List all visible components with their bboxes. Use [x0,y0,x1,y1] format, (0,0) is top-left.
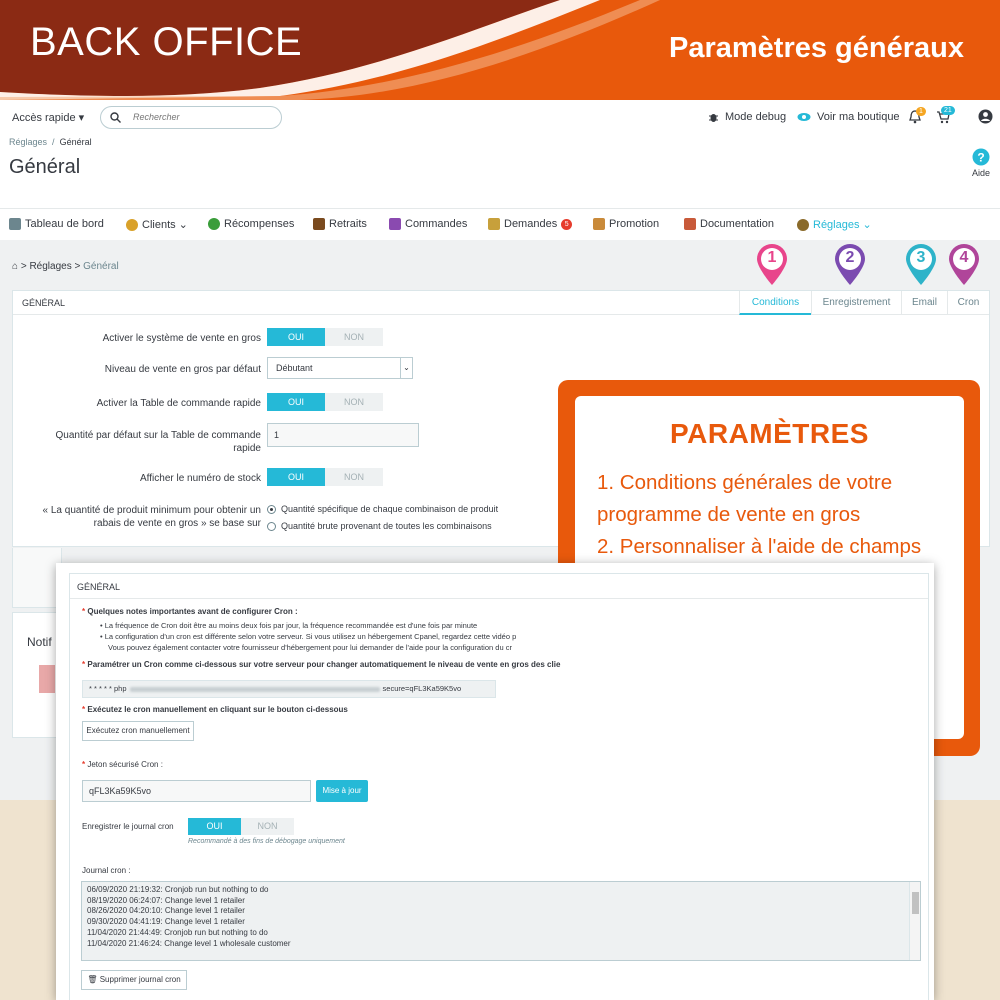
default-qty-label [13,429,261,455]
notes-title-text: Quelques notes importantes avant de configurer Cron : [87,607,298,616]
page-header [0,134,1000,208]
home-icon[interactable]: ⌂ [12,261,19,272]
clients-icon [126,219,138,231]
marker-number: 2 [845,249,855,266]
menu-item-rewards[interactable] [208,218,294,230]
stock-toggle[interactable] [267,468,383,486]
menu-label: Récompenses [224,218,295,230]
cron-note-bullet: • La configuration d'un cron est différente selon votre serveur. Si vous utilisez un hébergement Cpanel, regardez cette vidéo p [100,632,517,641]
marker-number: 1 [767,249,777,266]
menu-label: Documentation [700,218,774,230]
level-select-value: Débutant [276,363,313,373]
bullet-text: La configuration d'un cron est différente selon votre serveur. Si vous utilisez un hébergement Cpanel, regardez cette vidéo p [104,632,517,641]
documentation-icon [684,218,696,230]
delete-log-label: Supprimer journal cron [99,975,181,984]
radio-label: Quantité spécifique de chaque combinaison de produit [281,504,499,514]
min-qty-label-line1: « La quantité de produit minimum pour obtenir un [42,505,261,516]
level-select[interactable] [267,357,413,379]
top-bar [0,100,1000,134]
breadcrumb-parent[interactable]: Réglages [9,137,48,147]
scrollbar-thumb[interactable] [912,892,919,914]
cart-icon [389,218,401,230]
marker-number: 4 [959,249,969,266]
tab-registration[interactable]: Enregistrement [811,291,901,315]
user-account-icon[interactable] [978,109,993,124]
tab-email[interactable]: Email [901,291,947,315]
token-input[interactable]: qFL3Ka59K5vo [82,780,311,802]
breadcrumb-current: Général [59,137,92,147]
breadcrumb-current: Général [83,261,119,272]
log-cron-toggle[interactable] [188,818,294,835]
toggle-on[interactable]: OUI [267,393,325,411]
radio-selected-icon [267,505,276,514]
blurred-path [130,687,380,692]
promotion-icon [593,218,605,230]
cron-notes-title: * Quelques notes importantes avant de configurer Cron : [82,607,298,616]
requests-badge: 5 [561,219,572,230]
marker-1 [754,242,790,286]
view-shop-label: Voir ma boutique [817,111,900,123]
menu-item-requests[interactable] [488,218,572,230]
menu-item-clients[interactable] [126,218,188,231]
breadcrumb-parent[interactable]: Réglages [29,261,72,272]
breadcrumb-separator: > [20,261,27,272]
update-token-button[interactable]: Mise à jour [316,780,368,802]
debug-mode-label: Mode debug [725,111,787,123]
bullet-text: La fréquence de Cron doit être au moins deux fois par jour, la fréquence recommandée est d'une fois par minute [104,621,478,630]
log-cron-label: Enregistrer le journal cron [82,822,174,831]
svg-text:?: ? [977,150,985,165]
settings-icon [797,219,809,231]
log-cron-hint: Recommandé à des fins de débogage uniquement [188,838,345,845]
requests-icon [488,218,500,230]
radio-specific-qty[interactable] [267,504,498,514]
eye-icon [797,112,811,122]
log-scrollbar[interactable] [909,882,920,960]
log-line: 08/26/2020 04:20:10: Change level 1 retailer [87,906,245,916]
menu-label: Demandes [504,218,558,230]
log-line: 11/04/2020 21:46:24: Change level 1 wholesale customer [87,938,291,948]
tab-cron[interactable]: Cron [947,291,989,315]
delete-log-button[interactable] [81,970,187,990]
log-line: 09/30/2020 04:41:19: Change level 1 retailer [87,917,245,927]
token-label-text: Jeton sécurisé Cron : [87,760,163,769]
menu-item-settings[interactable] [797,218,872,231]
radio-unselected-icon [267,522,276,531]
default-qty-label-line1: Quantité par défaut sur la Table de commande [55,430,261,441]
min-qty-label-line2: rabais de vente en gros » se base sur [93,518,261,529]
log-lines [82,882,920,949]
search-box[interactable] [100,106,282,129]
notification-image [39,665,55,693]
cron-setup-title: * Paramétrer un Cron comme ci-dessous sur votre serveur pour changer automatiquement le niveau de vente en gros des clie [82,660,561,669]
run-cron-button[interactable]: Exécutez cron manuellement [82,721,194,741]
menu-item-orders[interactable] [389,218,467,230]
banner-left-title: BACK OFFICE [30,20,303,64]
toggle-off[interactable]: NON [344,332,364,342]
radio-label: Quantité brute provenant de toutes les combinaisons [281,521,492,531]
menu-label: Clients ⌄ [142,219,188,231]
breadcrumb-separator: > [74,261,81,272]
search-icon [110,112,121,123]
toggle-on[interactable]: OUI [188,818,241,835]
toggle-off[interactable]: NON [257,821,278,831]
cron-manual-title: * Exécutez le cron manuellement en cliquant sur le bouton ci-dessous [82,705,348,714]
divider [70,598,928,599]
log-line: 08/19/2020 06:24:07: Change level 1 retailer [87,895,245,905]
radio-total-qty[interactable] [267,521,492,531]
chevron-down-icon: ⌄ [400,358,412,378]
menu-label: Réglages ⌄ [813,219,872,231]
notification-label: Notif [27,635,52,649]
menu-item-dashboard[interactable] [9,218,104,230]
menu-label: Promotion [609,218,660,230]
menu-item-documentation[interactable] [684,218,774,230]
search-input[interactable] [133,112,273,122]
marker-4 [946,242,982,286]
breadcrumb [9,137,92,147]
level-label: Niveau de vente en gros par défaut [104,364,261,375]
help-label: Aide [971,168,990,178]
toggle-off[interactable]: NON [344,397,364,407]
module-menu [0,208,1000,240]
toggle-off[interactable]: NON [344,472,364,482]
page-title: Général [9,156,81,178]
callout-line: 2. Personnaliser à l'aide de champs [597,535,922,558]
menu-label: Tableau de bord [25,218,104,230]
view-shop-link[interactable] [797,111,900,123]
marker-number: 3 [916,249,926,266]
quick-access-dropdown[interactable]: Accès rapide ▾ [12,112,85,124]
debug-mode-link[interactable] [708,111,786,123]
breadcrumb-secondary [12,261,119,272]
cron-command-suffix: secure=qFL3Ka59K5vo [382,684,462,693]
withdraw-icon [313,218,325,230]
help-icon [972,148,990,166]
cron-command [82,680,496,698]
log-line: 06/09/2020 21:19:32: Cronjob run but nothing to do [87,885,269,894]
token-label: * Jeton sécurisé Cron : [82,760,163,769]
menu-label: Retraits [329,218,367,230]
wholesale-label: Activer le système de vente en gros [102,333,261,344]
manual-title-text: Exécutez le cron manuellement en cliquant sur le bouton ci-dessous [87,705,348,714]
callout-title: PARAMÈTRES [670,418,869,449]
menu-label: Commandes [405,218,468,230]
notification-panel [12,612,60,738]
marker-2 [832,242,868,286]
rewards-icon [208,218,220,230]
callout-line: 1. Conditions générales de votre [597,471,893,494]
bug-icon [708,112,719,123]
cron-note-text: Vous pouvez également contacter votre fournisseur d'hébergement pour lui demander de l'aide pour la configuration du cr [108,643,512,652]
toggle-on[interactable]: OUI [267,328,325,346]
log-line: 11/04/2020 21:44:49: Cronjob run but nothing to do [87,927,268,937]
tab-conditions[interactable]: Conditions [739,291,811,315]
callout-line: programme de vente en gros [597,503,861,526]
toggle-on[interactable]: OUI [267,468,325,486]
cron-command-prefix: * * * * * php [89,684,127,693]
menu-item-promotion[interactable] [593,218,659,230]
setup-title-text: Paramétrer un Cron comme ci-dessous sur votre serveur pour changer automatiquement le niveau de vente en gros des clie [87,660,561,669]
quick-table-label: Activer la Table de commande rapide [96,398,261,409]
cron-log-textarea[interactable] [81,881,921,961]
banner-right-title: Paramètres généraux [669,32,964,64]
panel-footer [12,548,62,608]
notification-badge: 1 [916,107,926,116]
panel-title: GÉNÉRAL [22,298,66,308]
quick-table-toggle[interactable] [267,393,383,411]
menu-item-withdrawals[interactable] [313,218,367,230]
marker-3 [903,242,939,286]
breadcrumb-separator: / [52,137,55,147]
cron-settings-overlay [56,563,934,1000]
help-button[interactable] [972,148,990,178]
trash-icon: 🗑 [87,975,98,984]
cron-note-bullet: • La fréquence de Cron doit être au moins deux fois par jour, la fréquence recommandée est d'une fois par minute [100,621,478,630]
dashboard-icon [9,218,21,230]
panel-header [13,291,989,315]
banner [0,0,1000,100]
min-qty-label [13,504,261,530]
cron-panel-title: GÉNÉRAL [77,582,121,592]
journal-label: Journal cron : [82,866,131,875]
cart-badge: 21 [941,106,955,115]
default-qty-label-line2: rapide [233,443,261,454]
default-qty-input[interactable]: 1 [267,423,419,447]
stock-label: Afficher le numéro de stock [140,473,261,484]
wholesale-toggle[interactable] [267,328,383,346]
